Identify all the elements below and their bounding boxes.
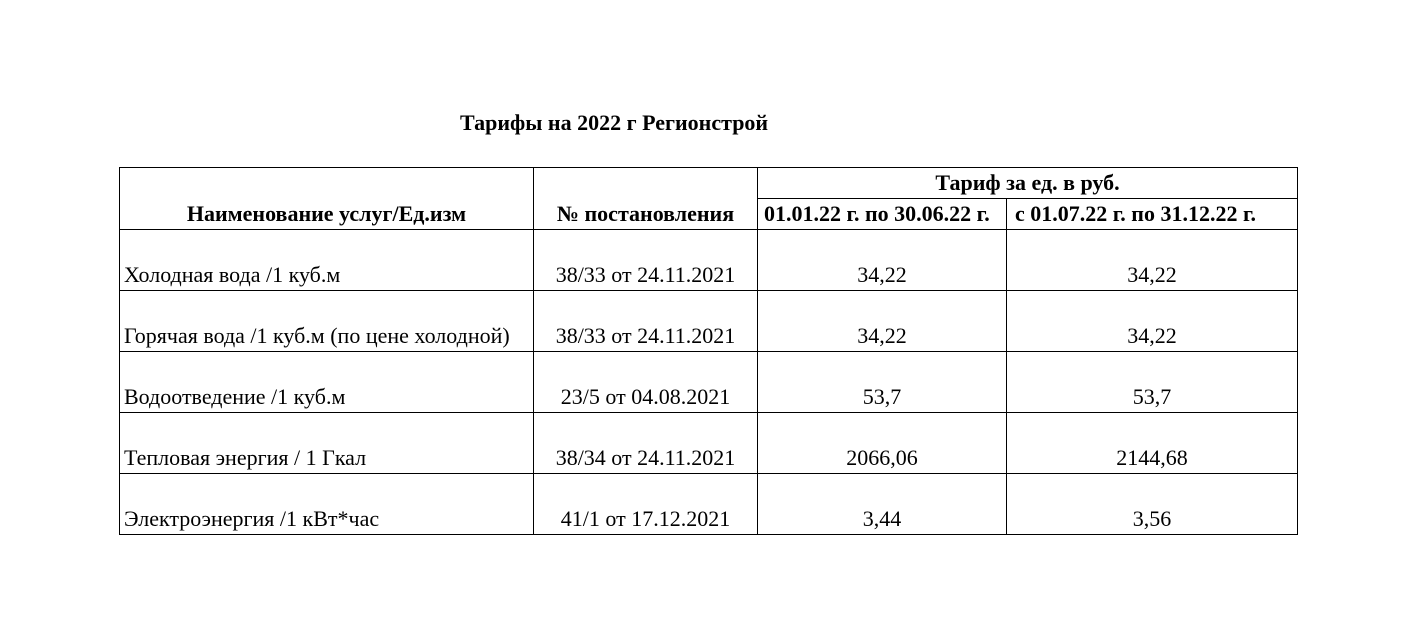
header-tariff-group: Тариф за ед. в руб.	[758, 168, 1298, 199]
cell-period-1: 3,44	[758, 474, 1007, 535]
cell-period-1: 53,7	[758, 352, 1007, 413]
cell-period-1: 2066,06	[758, 413, 1007, 474]
table-row	[120, 291, 1298, 352]
cell-period-2: 34,22	[1007, 291, 1298, 352]
header-period-2: с 01.07.22 г. по 31.12.22 г.	[1007, 199, 1298, 230]
cell-service: Горячая вода /1 куб.м (по цене холодной)	[120, 291, 534, 352]
header-service: Наименование услуг/Ед.изм	[120, 168, 534, 230]
cell-service: Электроэнергия /1 кВт*час	[120, 474, 534, 535]
cell-resolution: 41/1 от 17.12.2021	[534, 474, 758, 535]
cell-period-2: 34,22	[1007, 230, 1298, 291]
cell-resolution: 38/33 от 24.11.2021	[534, 230, 758, 291]
table-row	[120, 230, 1298, 291]
cell-period-2: 2144,68	[1007, 413, 1298, 474]
cell-service: Водоотведение /1 куб.м	[120, 352, 534, 413]
tariff-table	[119, 167, 1298, 535]
cell-resolution: 23/5 от 04.08.2021	[534, 352, 758, 413]
page-title: Тарифы на 2022 г Регионстрой	[460, 110, 769, 135]
header-period-1: 01.01.22 г. по 30.06.22 г.	[758, 199, 1007, 230]
cell-period-2: 3,56	[1007, 474, 1298, 535]
header-row-group	[120, 168, 1298, 199]
cell-resolution: 38/33 от 24.11.2021	[534, 291, 758, 352]
table-row	[120, 474, 1298, 535]
cell-period-1: 34,22	[758, 291, 1007, 352]
header-resolution: № постановления	[534, 168, 758, 230]
cell-period-1: 34,22	[758, 230, 1007, 291]
cell-resolution: 38/34 от 24.11.2021	[534, 413, 758, 474]
table-row	[120, 413, 1298, 474]
cell-service: Холодная вода /1 куб.м	[120, 230, 534, 291]
cell-service: Тепловая энергия / 1 Гкал	[120, 413, 534, 474]
table-row	[120, 352, 1298, 413]
cell-period-2: 53,7	[1007, 352, 1298, 413]
